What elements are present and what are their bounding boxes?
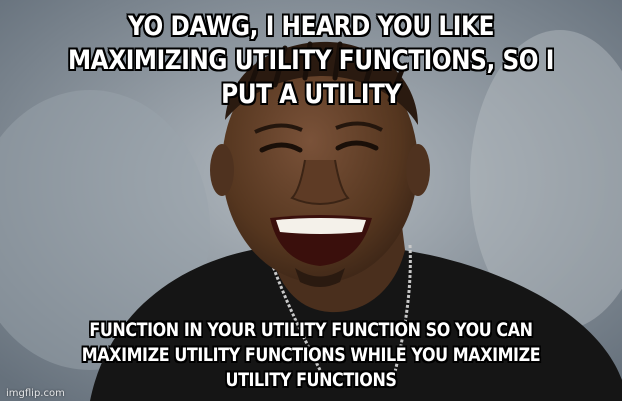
teeth: [276, 218, 366, 234]
top-caption: YO DAWG, I HEARD YOU LIKE MAXIMIZING UTILITY FUNCTIONS, SO I PUT A UTILITY: [68, 11, 554, 110]
bottom-caption: FUNCTION IN YOUR UTILITY FUNCTION SO YOU CAN MAXIMIZE UTILITY FUNCTIONS WHILE YOU MAXIMIZE UTILITY FUNCTIONS: [81, 319, 541, 391]
right-ear: [406, 144, 430, 196]
left-ear: [210, 144, 234, 196]
watermark: imgflip.com: [6, 388, 65, 399]
